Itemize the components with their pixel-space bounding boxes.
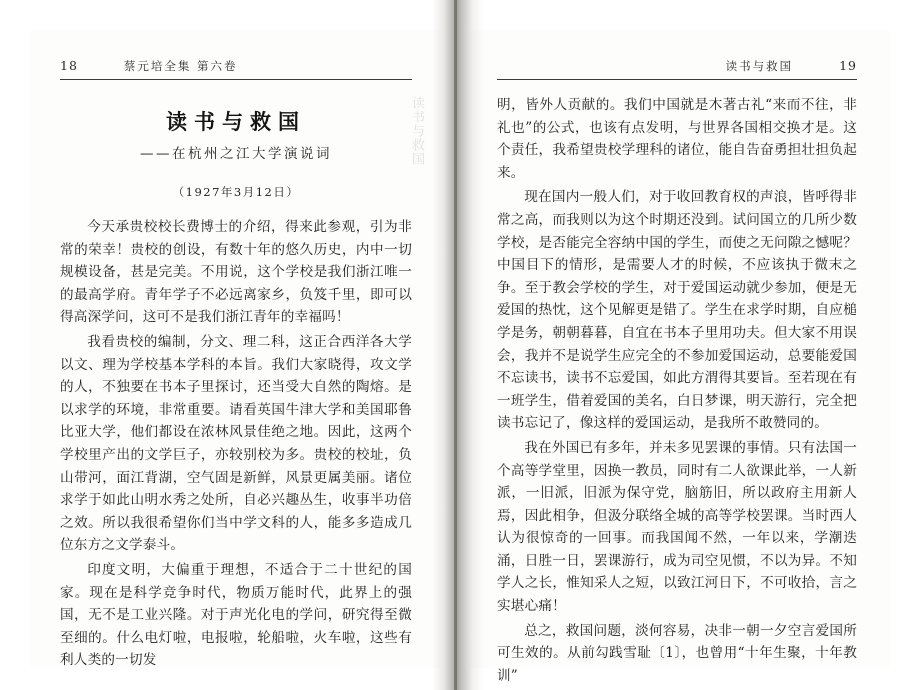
left-running-head-title: 蔡元培全集 第六卷 [123,59,238,73]
right-page-number: 19 [839,58,857,73]
left-page [60,58,412,674]
paragraph: 我在外国已有多年，并未多见罢课的事情。只有法国一个高等学堂里，因换一教员，同时有二人欲课此举，一人新派，一旧派，旧派为保守党，脑筋旧，所以政府主用新人焉，因此相争，但汲分联络全城的高等学校罢课。当时西人认为很惊奇的一回事。而我国闻不然，一年以来，学潮迭涌，日胜一日，罢课游行，成为司空见惯，不以为异。不知学人之长，惟知采人之短，以致江河日下，不可收拾，言之实堪心痛！ [497,439,857,615]
right-page [497,58,857,689]
paragraph: 现在国内一般人们，对于收回教育权的声浪，皆呼得非常之高，而我则以为这个时期还没到。试问国立的几所少数学校，是否能完全容纳中国的学生，而使之无问隙之憾呢？中国目下的情形，是需要人才的时候，不应该执于微末之争。至于教会学校的学生，对于爱国运动就少参加，便是无爱国的热忱，这个见解更是错了。学生在求学时期，自应槌学是务，朝朝暮暮，自宜在书本子里用功夫。但大家不用误会，我并不是说学生应完全的不参加爱国运动，总要能爱国不忘读书，读书不忘爱国，如此方渭得其要旨。至若现在有一班学生，借着爱国的美名，白日梦课，明天游行，完全把读书忘记了，像这样的爱国运动，是我所不敢赞同的。 [497,189,857,432]
paragraph: 我看贵校的编制，分文、理二科，这正合西洋各大学以文、理为学校基本学科的本旨。我们大家晓得，攻文学的人，不独要在书本子里探讨，还当受大自然的陶熔。是以求学的环境，非常重要。请看英国牛津大学和美国耶鲁比亚大学，他们都设在浓林风景佳绝之地。因此，这两个学校里产出的文学巨子，亦较别校为多。贵校的校址，负山带河，面江背湖，空气固是新鲜，风景更属美丽。诸位求学于如此山明水秀之处所，自必兴趣丛生，收事半功倍之效。所以我很希望你们当中学文科的人，能多多造成几位东方之文学泰斗。 [60,333,412,554]
book-gutter-shadow [432,0,484,690]
page-title: 读书与救国 [166,109,306,134]
left-page-number: 18 [60,58,78,73]
left-running-head [60,58,412,80]
book-spine-line [454,0,457,690]
paragraph: 明，皆外人贡献的。我们中国就是木著古礼“来而不往，非礼也”的公式，也该有点发明，与世界各国相交换才是。这个责任，我希望贵校学理科的诸位，能自告奋勇担壮担负起来。 [497,97,857,181]
bleed-through-text: 读书与救国 [409,96,424,166]
paragraph: 印度文明，大偏重于理想，不适合于二十世纪的国家。现在是科学竞争时代，物质万能时代，此界上的强国，无不是工业兴隆。对于声光化电的学问，研究得至微至细的。什么电灯啦，电报啦，轮船啦，火车啦，这些有利人类的一切发 [60,561,412,669]
page-subtitle: ——在杭州之江大学演说词 [140,146,332,162]
right-running-head [497,58,857,80]
paragraph: 今天承贵校校长费博士的介绍，得来此参观，引为非常的荣幸！贵校的创设，有数十年的悠久历史，内中一切规模设备，甚是完美。不用说，这个学校是我们浙江唯一的最高学府。青年学子不必远离家乡，负笈千里，即可以得高深学问，这可不是我们浙江青年的幸福吗！ [60,219,412,326]
paragraph: 总之，救国问题，淡何容易，决非一朝一夕空言爱国所可生效的。从前勾践雪耻〔1〕，也曾用“十年生聚，十年教训” [497,622,857,684]
speech-date: （1927年3月12日） [172,185,300,199]
right-running-head-title: 读书与救国 [725,59,794,73]
